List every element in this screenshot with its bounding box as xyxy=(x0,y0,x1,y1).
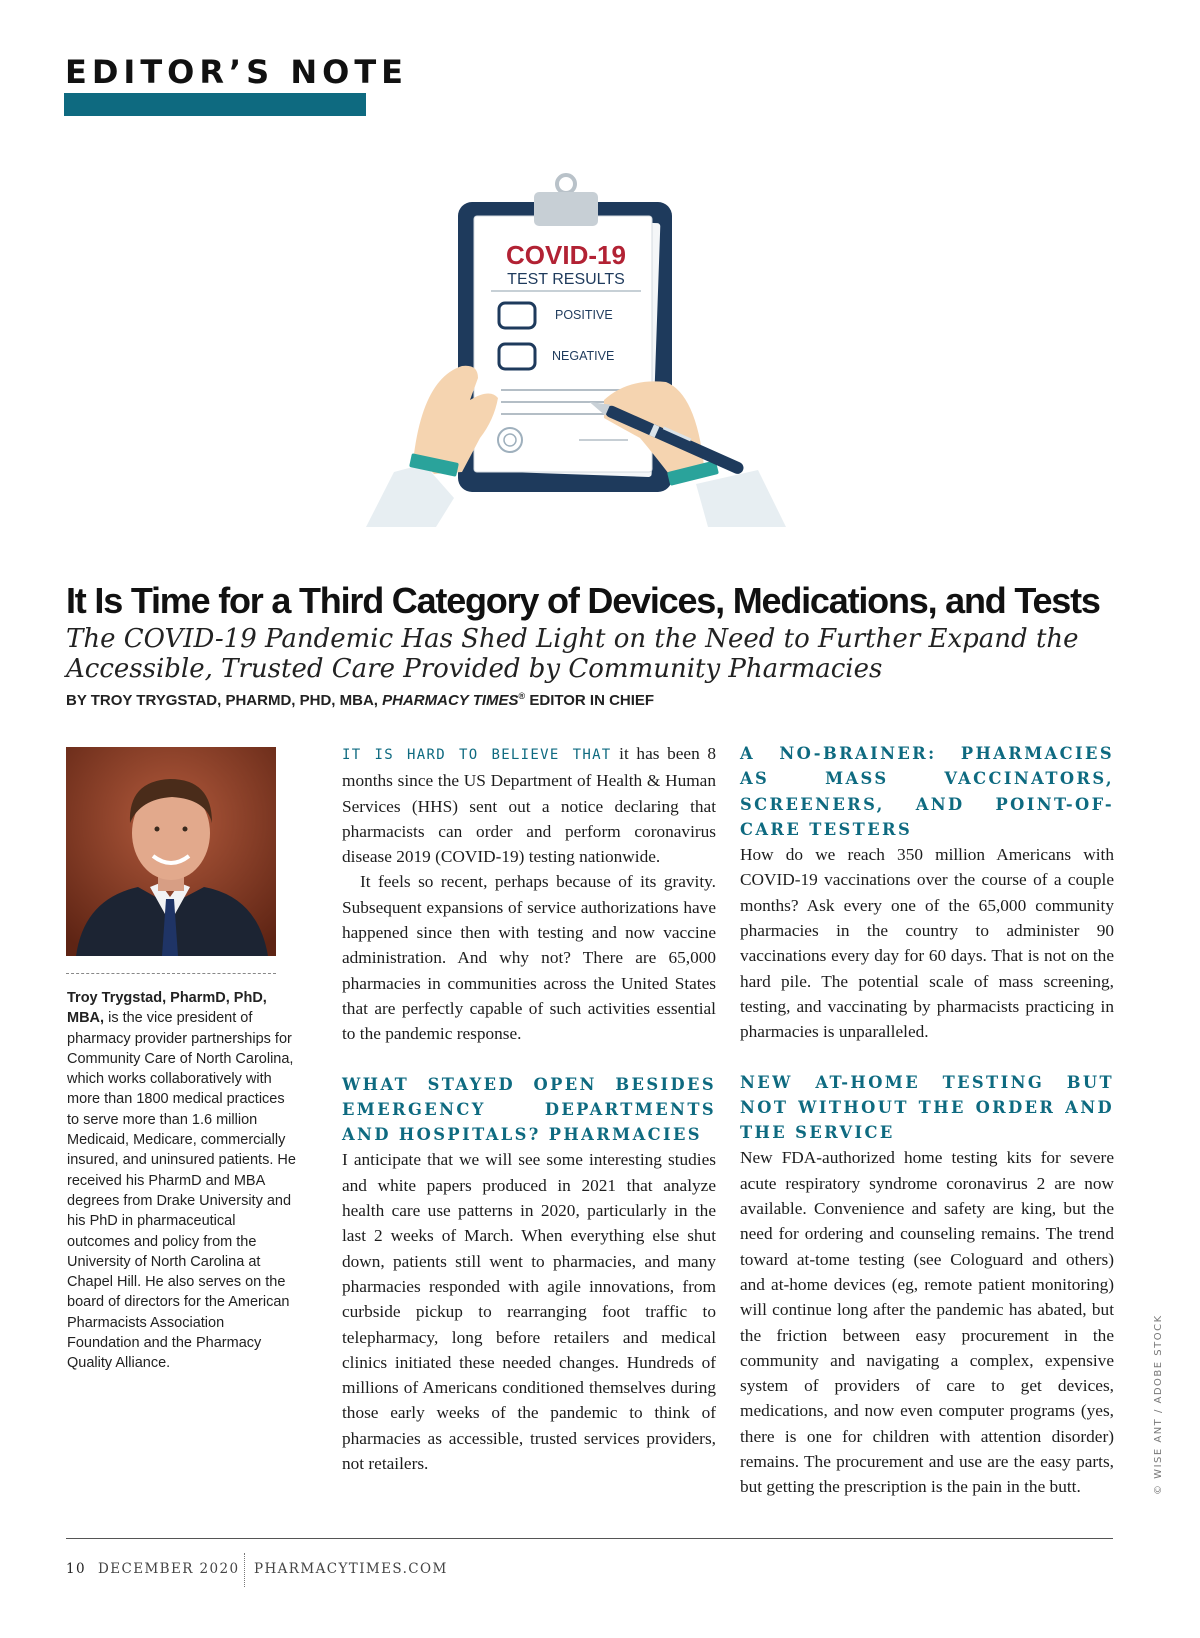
photo-credit: © WISE ANT / ADOBE STOCK xyxy=(1153,1314,1164,1495)
footer-divider xyxy=(244,1553,245,1587)
byline-publication: PHARMACY TIMES xyxy=(382,692,519,709)
section-accent-bar xyxy=(64,93,366,116)
author-name: Troy Trygstad, PharmD, PhD, MBA, xyxy=(67,990,267,1027)
deck-line-2: Accessible, Trusted Care Provided by Community Pharmacies xyxy=(66,654,883,684)
lead-in: IT IS HARD TO BELIEVE THAT xyxy=(342,747,612,763)
footer-rule xyxy=(66,1538,1113,1539)
author-bio xyxy=(67,988,297,1374)
subhead-what-stayed-open: WHAT STAYED OPEN BESIDES EMERGENCY DEPARTMENTS AND HOSPITALS? PHARMACIES xyxy=(342,1074,716,1145)
clipboard-title: COVID-19 xyxy=(506,240,626,270)
paragraph-1-text: it has been 8 months since the US Department of Health & Human Services (HHS) sent out a notice declaring that pharmacists can order and perform coronavirus disease 2019 (COVID-19) testing nationwide. xyxy=(342,744,716,867)
paragraph-4: How do we reach 350 million Americans with COVID-19 vaccinations over the course of a couple months? Ask every one of the 65,000 community pharmacies in the country to administer 90 vaccinations every day for 60 days. That is not on the hard pile. The potential scale of mass screening, testing, and vaccinating by pharmacists practicing in pharmacies is unparalleled. xyxy=(740,845,1114,1042)
clipboard-subtitle: TEST RESULTS xyxy=(507,271,625,288)
bio-separator xyxy=(66,973,276,974)
issue-date: DECEMBER 2020 xyxy=(98,1561,240,1577)
paragraph-1 xyxy=(342,741,716,869)
section-label: EDITOR’S NOTE xyxy=(65,53,409,91)
article-column-right xyxy=(740,741,1114,1500)
byline-prefix: BY TROY TRYGSTAD, PHARMD, PHD, MBA, xyxy=(66,692,383,709)
byline-suffix: EDITOR IN CHIEF xyxy=(525,692,655,709)
subhead-at-home-testing: NEW AT-HOME TESTING BUT NOT WITHOUT THE ORDER AND THE SERVICE xyxy=(740,1072,1114,1143)
positive-label: POSITIVE xyxy=(555,308,613,322)
author-photo xyxy=(66,747,276,956)
article-column-middle xyxy=(342,741,716,1476)
paragraph-5: New FDA-authorized home testing kits for severe acute respiratory syndrome coronavirus 2 are now available. Convenience and safety are king, but the need for ordering and counseling remains. The trend toward at-tome testing (see Cologuard and others) and at-home devices (eg, remote patient monitoring) will continue long after the pandemic has abated, but the friction between easy procurement in the community and navigating a complex, expensive system of providers of care to get devices, medications, and now even computer programs (yes, there is one for children with attention disorder) remains. The procurement and use are the easy parts, but getting the prescription is the pain in the butt. xyxy=(740,1148,1114,1497)
subhead-no-brainer: A NO-BRAINER: PHARMACIES AS MASS VACCINATORS, SCREENERS, AND POINT-OF-CARE TESTERS xyxy=(740,744,1114,839)
page-number: 10 xyxy=(66,1561,86,1577)
covid-test-clipboard-illustration xyxy=(366,172,786,552)
paragraph-3: I anticipate that we will see some interesting studies and white papers produced in 2021 that analyze health care use patterns in 2020, particularly in the last 2 weeks of March. When everything else shut down, patients still went to pharmacies, and many pharmacies responded with agile innovations, from curbside pickup to rearranging foot traffic to telepharmacy, long before retailers and medical clinics initiated these needed changes. Hundreds of millions of Americans conditioned themselves during those early weeks of the pandemic to think of pharmacies as accessible, trusted services providers, not retailers. xyxy=(342,1150,716,1474)
deck-line-1: The COVID-19 Pandemic Has Shed Light on the Need to Further Expand the xyxy=(66,624,1079,654)
website-url: PHARMACYTIMES.COM xyxy=(254,1561,448,1577)
article-headline: It Is Time for a Third Category of Devices, Medications, and Tests xyxy=(66,580,1100,621)
author-bio-text: is the vice president of pharmacy provider partnerships for Community Care of North Carolina, which works collaboratively with more than 1800 medical practices to serve more than 1.6 million Medicaid, Medicare, commercially insured, and uninsured patients. He received his PharmD and MBA degrees from Drake University and his PhD in pharmaceutical outcomes and policy from the University of North Carolina at Chapel Hill. He also serves on the board of directors for the American Pharmacists Association Foundation and the Pharmacy Quality Alliance. xyxy=(67,1010,296,1372)
byline xyxy=(66,691,654,709)
article-deck xyxy=(66,624,1146,684)
registered-mark: ® xyxy=(518,691,526,701)
negative-label: NEGATIVE xyxy=(552,349,615,363)
paragraph-2: It feels so recent, perhaps because of its gravity. Subsequent expansions of service authorizations have happened since then with testing and now vaccine administration. And why not? There are 65,000 pharmacies in communities across the United States that are perfectly capable of such activities essential to the pandemic response. xyxy=(342,872,716,1044)
clipboard-clip xyxy=(534,192,598,226)
clip-ring xyxy=(557,175,575,193)
right-sleeve xyxy=(696,470,786,527)
